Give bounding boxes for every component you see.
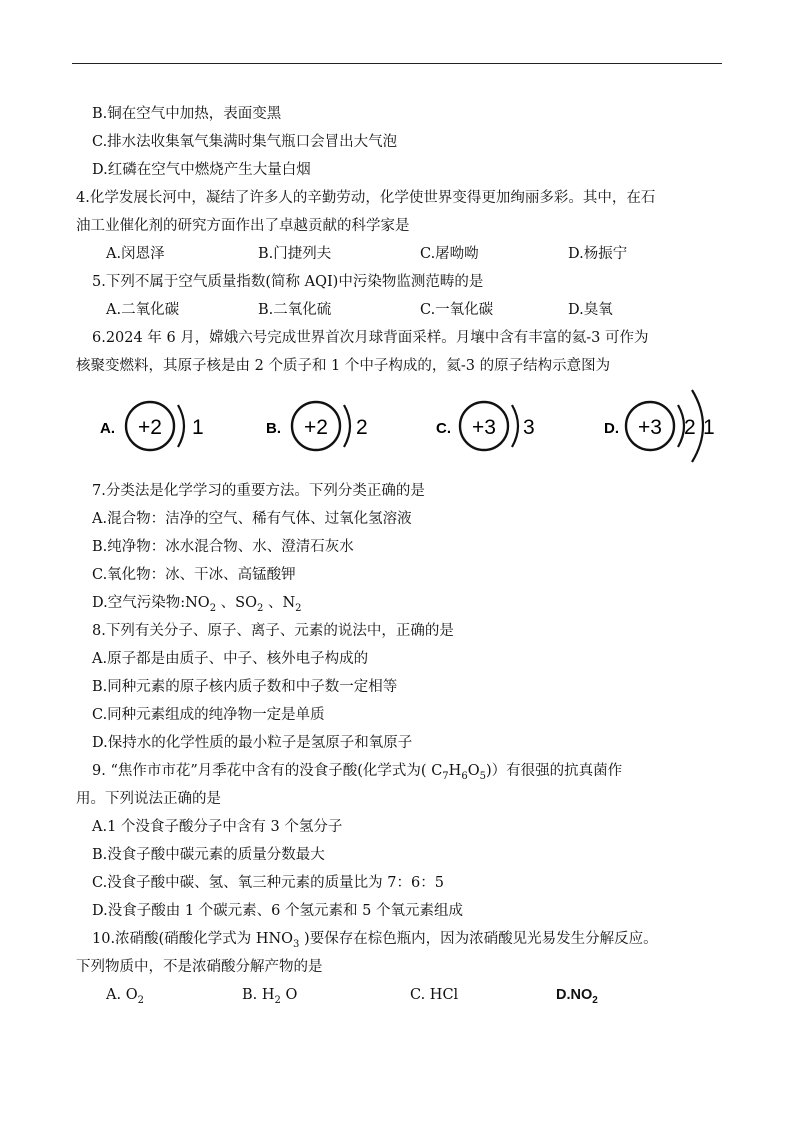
q10-stem-line1: 10.浓硝酸(硝酸化学式为 $HNO_3$ )要保存在棕色瓶内，因为浓硝酸见光易发生分解反应。 bbox=[92, 931, 658, 950]
q9-option-b: B.没食子酸中碳元素的质量分数最大 bbox=[92, 847, 325, 863]
q9-stem-line2: 用。下列说法正确的是 bbox=[76, 791, 221, 807]
shell-electrons-d2: 1 bbox=[703, 416, 715, 439]
atom-structure-diagram-d bbox=[604, 385, 724, 465]
q8-option-c: C.同种元素组成的纯净物一定是单质 bbox=[92, 707, 325, 723]
q10-option-c: C. HCl bbox=[410, 987, 459, 1003]
q10-option-b: B. $H_2$ O bbox=[242, 987, 298, 1006]
atom-structure-diagram-b bbox=[266, 385, 376, 465]
q10-stem-line2: 下列物质中，不是浓硝酸分解产物的是 bbox=[76, 959, 323, 975]
q5-option-c: C.一氧化碳 bbox=[420, 302, 494, 318]
q6-stem-line1: 6.2024 年 6 月，嫦娥六号完成世界首次月球背面采样。月壤中含有丰富的氦-3 可作为 bbox=[92, 330, 649, 346]
q5-stem: 5.下列不属于空气质量指数(简称 AQI)中污染物监测范畴的是 bbox=[92, 274, 484, 290]
q9-option-d: D.没食子酸由 1 个碳元素、6 个氢元素和 5 个氧元素组成 bbox=[92, 903, 463, 919]
q3-option-d: D.红磷在空气中燃烧产生大量白烟 bbox=[92, 162, 311, 178]
diagram-c-label: C. bbox=[436, 420, 451, 437]
q6-diagram-c bbox=[436, 385, 546, 465]
q8-option-d: D.保持水的化学性质的最小粒子是氢原子和氧原子 bbox=[92, 735, 413, 751]
q7-option-c: C.氧化物：冰、干冰、高锰酸钾 bbox=[92, 567, 296, 583]
q6-diagram-a bbox=[100, 385, 210, 465]
q9-stem-line1: 9. “焦作市市花”月季花中含有的没食子酸(化学式为( $C_7H_6O_5$)）有很强的抗真菌作 bbox=[92, 763, 623, 782]
q5-option-b: B.二氧化硫 bbox=[258, 302, 332, 318]
electron-shell-arc-a1 bbox=[178, 405, 184, 447]
atom-structure-diagram-a bbox=[100, 385, 210, 465]
q4-option-b: B.门捷列夫 bbox=[258, 246, 332, 262]
q5-option-a: A.二氧化碳 bbox=[106, 302, 180, 318]
q9-option-a: A.1 个没食子酸分子中含有 3 个氢分子 bbox=[92, 819, 343, 835]
q9-option-c: C.没食子酸中碳、氢、氧三种元素的质量比为 7：6：5 bbox=[92, 875, 444, 891]
q6-diagram-b bbox=[266, 385, 376, 465]
atom-structure-diagram-c bbox=[436, 385, 546, 465]
q5-option-d: D.臭氧 bbox=[568, 302, 613, 318]
q3-option-b: B.铜在空气中加热，表面变黑 bbox=[92, 106, 282, 122]
q4-option-d: D.杨振宁 bbox=[568, 246, 628, 262]
q7-option-b: B.纯净物：冰水混合物、水、澄清石灰水 bbox=[92, 539, 354, 555]
nucleus-charge-b: +2 bbox=[304, 416, 328, 439]
q4-stem-line1: 4.化学发展长河中，凝结了许多人的辛勤劳动，化学使世界变得更加绚丽多彩。其中，在石 bbox=[76, 190, 656, 206]
q8-option-a: A.原子都是由质子、中子、核外电子构成的 bbox=[92, 651, 369, 667]
diagram-b-label: B. bbox=[266, 420, 281, 437]
diagram-d-label: D. bbox=[604, 420, 619, 437]
q4-option-c: C.屠呦呦 bbox=[420, 246, 479, 262]
electron-shell-arc-c1 bbox=[512, 405, 518, 447]
shell-electrons-d1: 2 bbox=[684, 416, 696, 439]
q4-stem-line2: 油工业催化剂的研究方面作出了卓越贡献的科学家是 bbox=[76, 218, 410, 234]
q8-stem: 8.下列有关分子、原子、离子、元素的说法中，正确的是 bbox=[92, 623, 454, 639]
nucleus-charge-d: +3 bbox=[638, 416, 662, 439]
q8-option-b: B.同种元素的原子核内质子数和中子数一定相等 bbox=[92, 679, 398, 695]
nucleus-charge-c: +3 bbox=[472, 416, 496, 439]
shell-electrons-a1: 1 bbox=[192, 416, 204, 439]
q4-option-a: A.闵恩泽 bbox=[106, 246, 165, 262]
shell-electrons-b1: 2 bbox=[356, 416, 368, 439]
electron-shell-arc-b1 bbox=[344, 405, 350, 447]
q10-option-a: A. $O_2$ bbox=[106, 987, 144, 1006]
nucleus-charge-a: +2 bbox=[138, 416, 162, 439]
q7-option-d: D.空气污染物$:NO_2$ 、$SO_2$ 、$N_2$ bbox=[92, 595, 302, 614]
q7-stem: 7.分类法是化学学习的重要方法。下列分类正确的是 bbox=[92, 483, 425, 499]
shell-electrons-c1: 3 bbox=[523, 416, 535, 439]
header-rule bbox=[72, 63, 722, 64]
q3-option-c: C.排水法收集氧气集满时集气瓶口会冒出大气泡 bbox=[92, 134, 398, 150]
q10-option-d: $D.NO_2$ bbox=[556, 987, 598, 1006]
diagram-a-label: A. bbox=[100, 420, 115, 437]
q6-stem-line2: 核聚变燃料，其原子核是由 2 个质子和 1 个中子构成的，氦-3 的原子结构示意图为 bbox=[76, 358, 611, 374]
q6-diagram-d bbox=[604, 385, 724, 465]
q7-option-a: A.混合物：洁净的空气、稀有气体、过氧化氢溶液 bbox=[92, 511, 412, 527]
